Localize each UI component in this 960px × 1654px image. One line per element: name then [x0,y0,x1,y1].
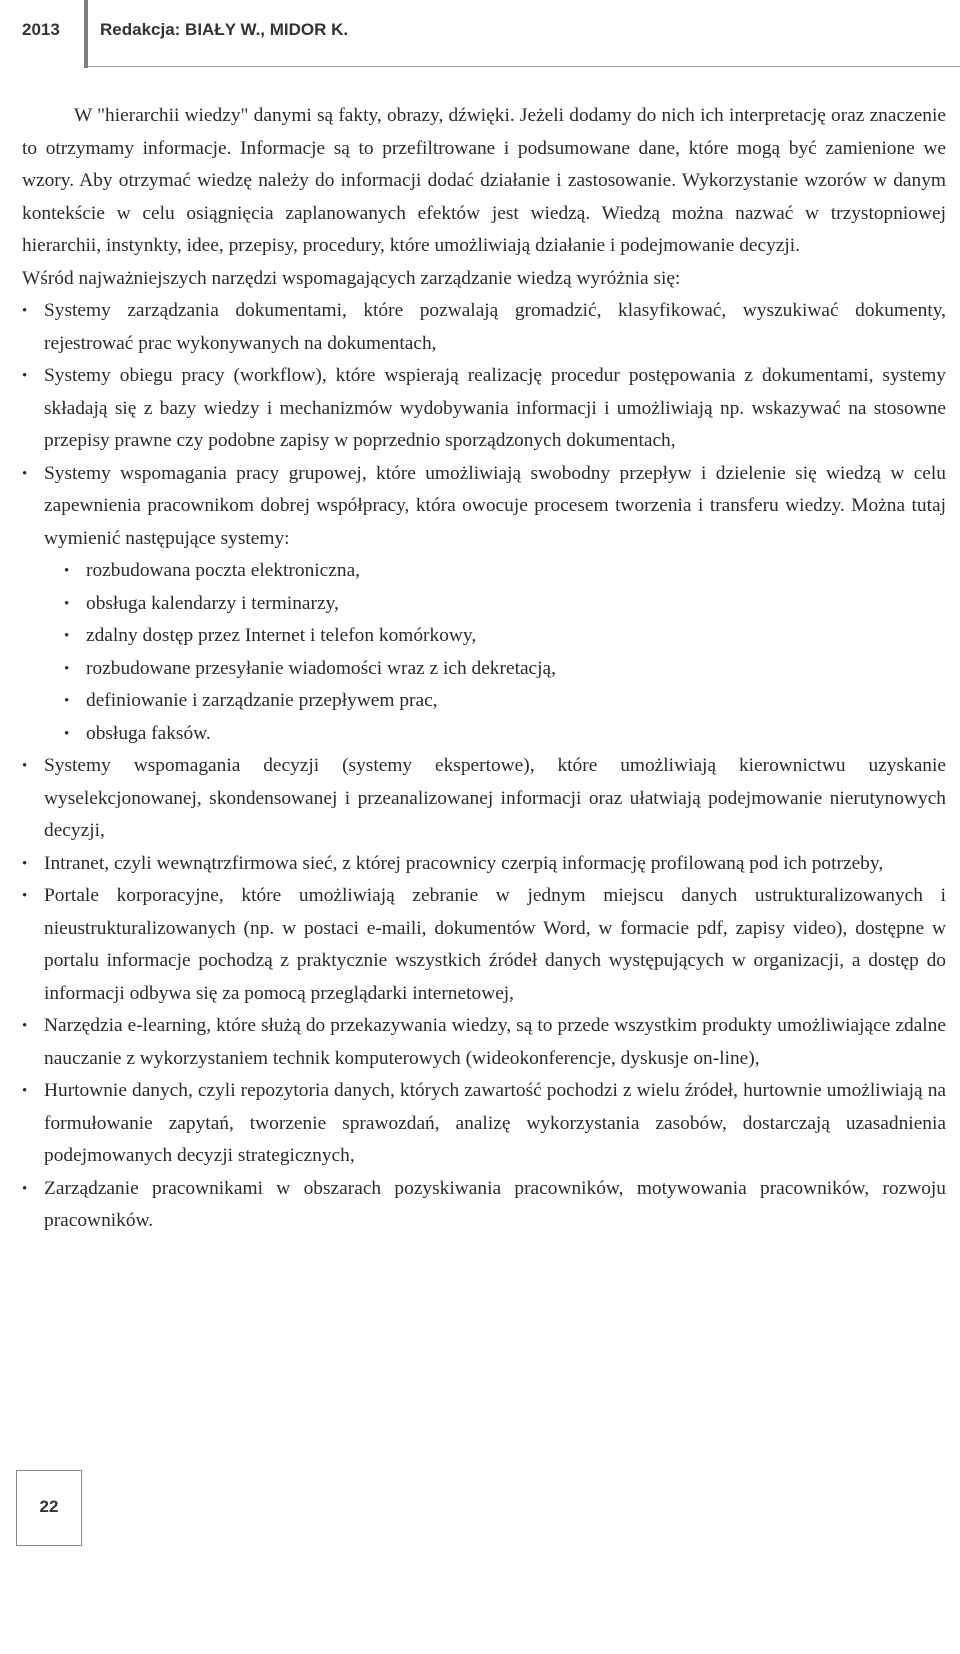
tool-item [22,458,946,556]
header-divider [84,0,88,68]
tools-list [22,295,946,555]
groupware-systems-list [22,555,946,750]
groupware-item [64,718,946,751]
tool-item-text: Intranet, czyli wewnątrzfirmowa sieć, z której pracownicy czerpią informację profilowaną pod ich potrzeby, [44,852,884,874]
tool-item [22,295,946,360]
bullet-icon: • [22,855,28,872]
tool-item-text: Systemy obiegu pracy (workflow), które wspierają realizację procedur postępowania z dokumentami, systemy składają się z bazy wiedzy i mechanizmów wydobywania informacji i umożliwiają np. wskazywać na stosowne przepisy prawne czy podobne zapisy w poprzednio sporządzonych dokumentach, [44,365,946,451]
bullet-icon: • [64,693,70,709]
groupware-item-text: obsługa kalendarzy i terminarzy, [86,592,339,614]
tool-item [22,1010,946,1075]
bullet-icon: • [64,660,70,677]
groupware-item [64,653,946,686]
bullet-icon: • [64,725,70,742]
groupware-item-text: definiowanie i zarządzanie przepływem prac, [86,690,438,711]
list-intro: Wśród najważniejszych narzędzi wspomagających zarządzanie wiedzą wyróżnia się: [22,267,681,289]
tool-item-text: Systemy wspomagania decyzji (systemy ekspertowe), które umożliwiają kierownictwu uzyskanie wyselekcjonowanej, skondensowanej i przeanalizowanej informacji oraz ułatwiają podejmowanie nierutynowych decyzji, [44,755,946,841]
bullet-icon: • [22,1018,28,1034]
tool-item [22,848,946,881]
bullet-icon: • [22,758,28,774]
tool-item-text: Zarządzanie pracownikami w obszarach pozyskiwania pracowników, motywowania pracowników, rozwoju pracowników. [44,1177,946,1231]
groupware-item-text: obsługa faksów. [86,722,211,744]
header-rule [88,66,960,67]
intro-paragraph: W "hierarchii wiedzy" danymi są fakty, obrazy, dźwięki. Jeżeli dodamy do nich ich interpretację oraz znaczenie to otrzymamy informacje. Informacje są to przefiltrowane i podsumowane dane, które mogą być zamienione we wzory. Aby otrzymać wiedzę należy do informacji dodać działanie i zastosowanie. Wykorzystanie wzorów w danym kontekście w celu osiągnięcia zaplanowanych efektów jest wiedzą. Wiedzą można nazwać w trzystopniowej hierarchii, instynkty, idee, przepisy, procedury, które umożliwiają działanie i podejmowanie decyzji. [22,105,946,256]
page-content [22,100,946,1238]
tool-item [22,750,946,848]
groupware-item [64,555,946,588]
bullet-icon: • [22,368,28,384]
bullet-icon: • [22,1180,28,1197]
tool-item [22,1173,946,1238]
tool-item-text: Systemy wspomagania pracy grupowej, które umożliwiają swobodny przepływ i dzielenie się wiedzą w celu zapewnienia pracownikom dobrej współpracy, która owocuje procesem tworzenia i transferu wiedzy. Można tutaj wymienić następujące systemy: [44,462,946,549]
bullet-icon: • [22,1083,28,1099]
groupware-item-text: zdalny dostęp przez Internet i telefon komórkowy, [86,625,477,646]
tool-item-text: Systemy zarządzania dokumentami, które pozwalają gromadzić, klasyfikować, wyszukiwać dokumenty, rejestrować prac wykonywanych na dokumentach, [44,300,946,354]
tools-list-continued [22,750,946,1238]
tool-item-text: Portale korporacyjne, które umożliwiają zebranie w jednym miejscu danych ustrukturalizowanych i nieustrukturalizowanych (np. w postaci e-maili, dokumentów Word, w formacie pdf, zapisy video), dostępne w portalu informacje pochodzą z praktycznie wszystkich źródeł danych występujących w organizacji, a dostęp do informacji odbywa się za pomocą przeglądarki internetowej, [44,885,946,1004]
tool-item-text: Hurtownie danych, czyli repozytoria danych, których zawartość pochodzi z wielu źródeł, hurtownie umożliwiają na formułowanie zapytań, tworzenie sprawozdań, analizę wykorzystania zasobów, dostarczają uzasadnienia podejmowanych decyzji strategicznych, [44,1080,946,1166]
page-number: 22 [39,1497,59,1516]
tool-item [22,360,946,458]
tool-item [22,1075,946,1173]
groupware-item [64,588,946,621]
bullet-icon: • [64,595,70,612]
groupware-item-text: rozbudowana poczta elektroniczna, [86,560,361,581]
tool-item-text: Narzędzia e-learning, które służą do przekazywania wiedzy, są to przede wszystkim produkty umożliwiające zdalne nauczanie z wykorzystaniem technik komputerowych (wideokonferencje, dyskusje on-line), [44,1015,946,1069]
page-number-box [16,1470,82,1546]
bullet-icon: • [64,628,70,644]
page-header [0,0,960,68]
tool-item [22,880,946,1010]
groupware-item-text: rozbudowane przesyłanie wiadomości wraz z ich dekretacją, [86,657,557,679]
groupware-item [64,620,946,653]
bullet-icon: • [64,563,70,579]
bullet-icon: • [22,303,28,319]
groupware-item [64,685,946,718]
header-year: 2013 [22,20,60,39]
bullet-icon: • [22,465,28,482]
header-editors: Redakcja: BIAŁY W., MIDOR K. [100,20,349,39]
bullet-icon: • [22,888,28,904]
